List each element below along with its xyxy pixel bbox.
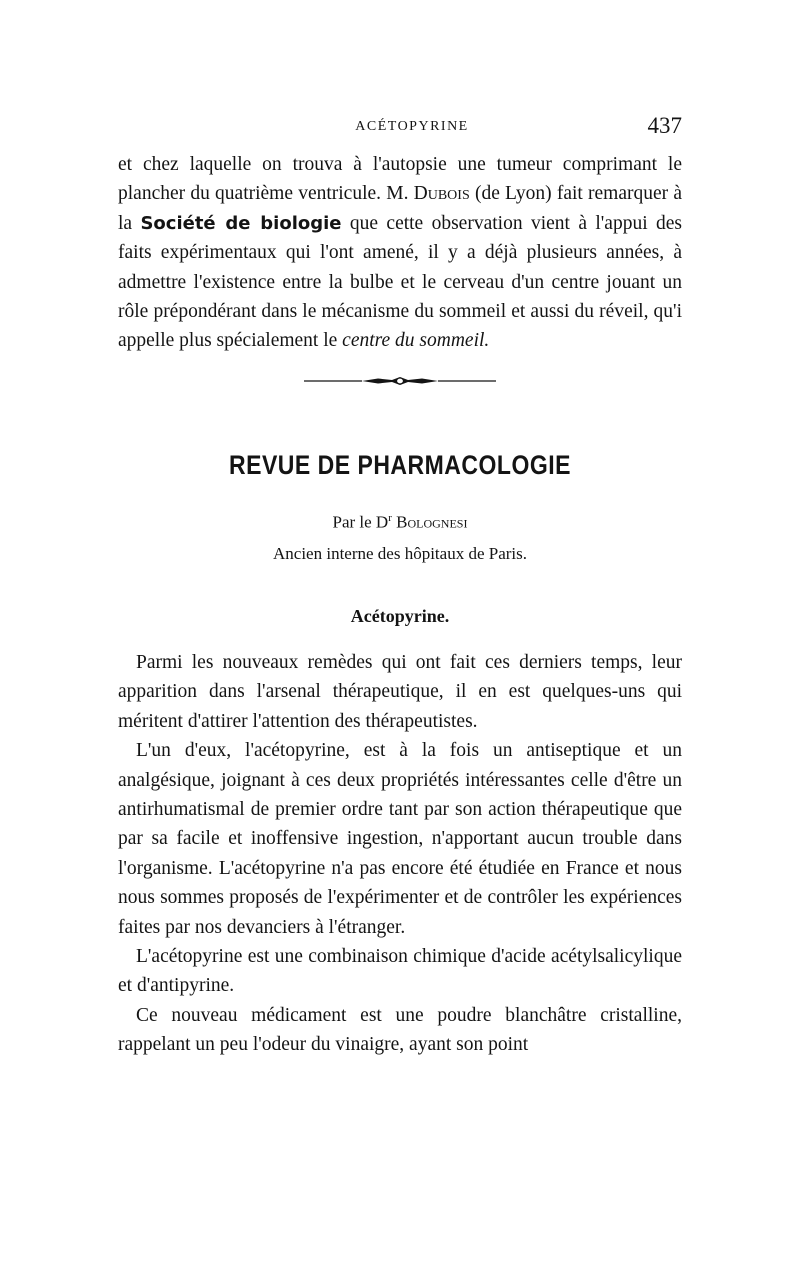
byline-prefix: Par le D xyxy=(332,512,389,532)
author-byline-name: Bolognesi xyxy=(396,512,468,532)
running-title: ACÉTOPYRINE xyxy=(355,119,469,134)
continuation-text-1: et chez laquelle on trouva à l'autopsie une tumeur comprimant le plancher du quatrième ventricule. M. xyxy=(118,154,682,205)
emphasis-text: centre du sommeil. xyxy=(342,330,490,352)
author-affiliation: Ancien interne des hôpitaux de Paris. xyxy=(273,544,527,563)
running-header xyxy=(138,113,686,143)
paragraph-3: L'acétopyrine est une combinaison chimique d'acide acétylsalicylique et d'antipyrine. xyxy=(118,946,682,997)
society-name: Société de biologie xyxy=(140,212,342,234)
author-name: Dubois xyxy=(413,183,470,205)
byline xyxy=(118,512,682,533)
continuation-text-3: que cette observation vient à l'appui des faits expérimentaux qui l'ont amené, il y a déjà plusieurs années, à admettre l'existence entre la bulbe et le cerveau d'un centre jouant un rôle prépondérant dans le mécanisme du sommeil et aussi du réveil, qu'i appelle plus spécialement le xyxy=(118,212,682,352)
byline-superscript: r xyxy=(388,512,392,524)
article-subheading: Acétopyrine. xyxy=(350,606,450,626)
continuation-paragraph xyxy=(118,150,682,356)
ornament-divider xyxy=(300,372,500,388)
continuation-text-2: (de Lyon) fait remarquer à la xyxy=(118,183,682,234)
paragraph-2: L'un d'eux, l'acétopyrine, est à la fois un antiseptique et un analgésique, joignant à ces deux propriétés intéressantes celle d'être un antirhumatismal de premier ordre tant par son action thérapeutique que par sa facile et inoffensive ingestion, n'apportant aucun trouble dans l'organisme. L'acétopyrine n'a pas encore été étudiée en France et nous nous sommes proposés de l'expérimenter et de contrôler les expériences faites par nos devanciers à l'étranger. xyxy=(118,740,682,938)
paragraph-1: Parmi les nouveaux remèdes qui ont fait ces derniers temps, leur apparition dans l'arsenal thérapeutique, il en est quelques-uns qui méritent d'attirer l'attention des thérapeutistes. xyxy=(118,652,682,732)
paragraph-4: Ce nouveau médicament est une poudre blanchâtre cristalline, rappelant un peu l'odeur du vinaigre, ayant son point xyxy=(118,1004,682,1056)
article-body xyxy=(118,648,682,1060)
page-number: 437 xyxy=(647,113,682,138)
section-title: REVUE DE PHARMACOLOGIE xyxy=(229,449,571,480)
